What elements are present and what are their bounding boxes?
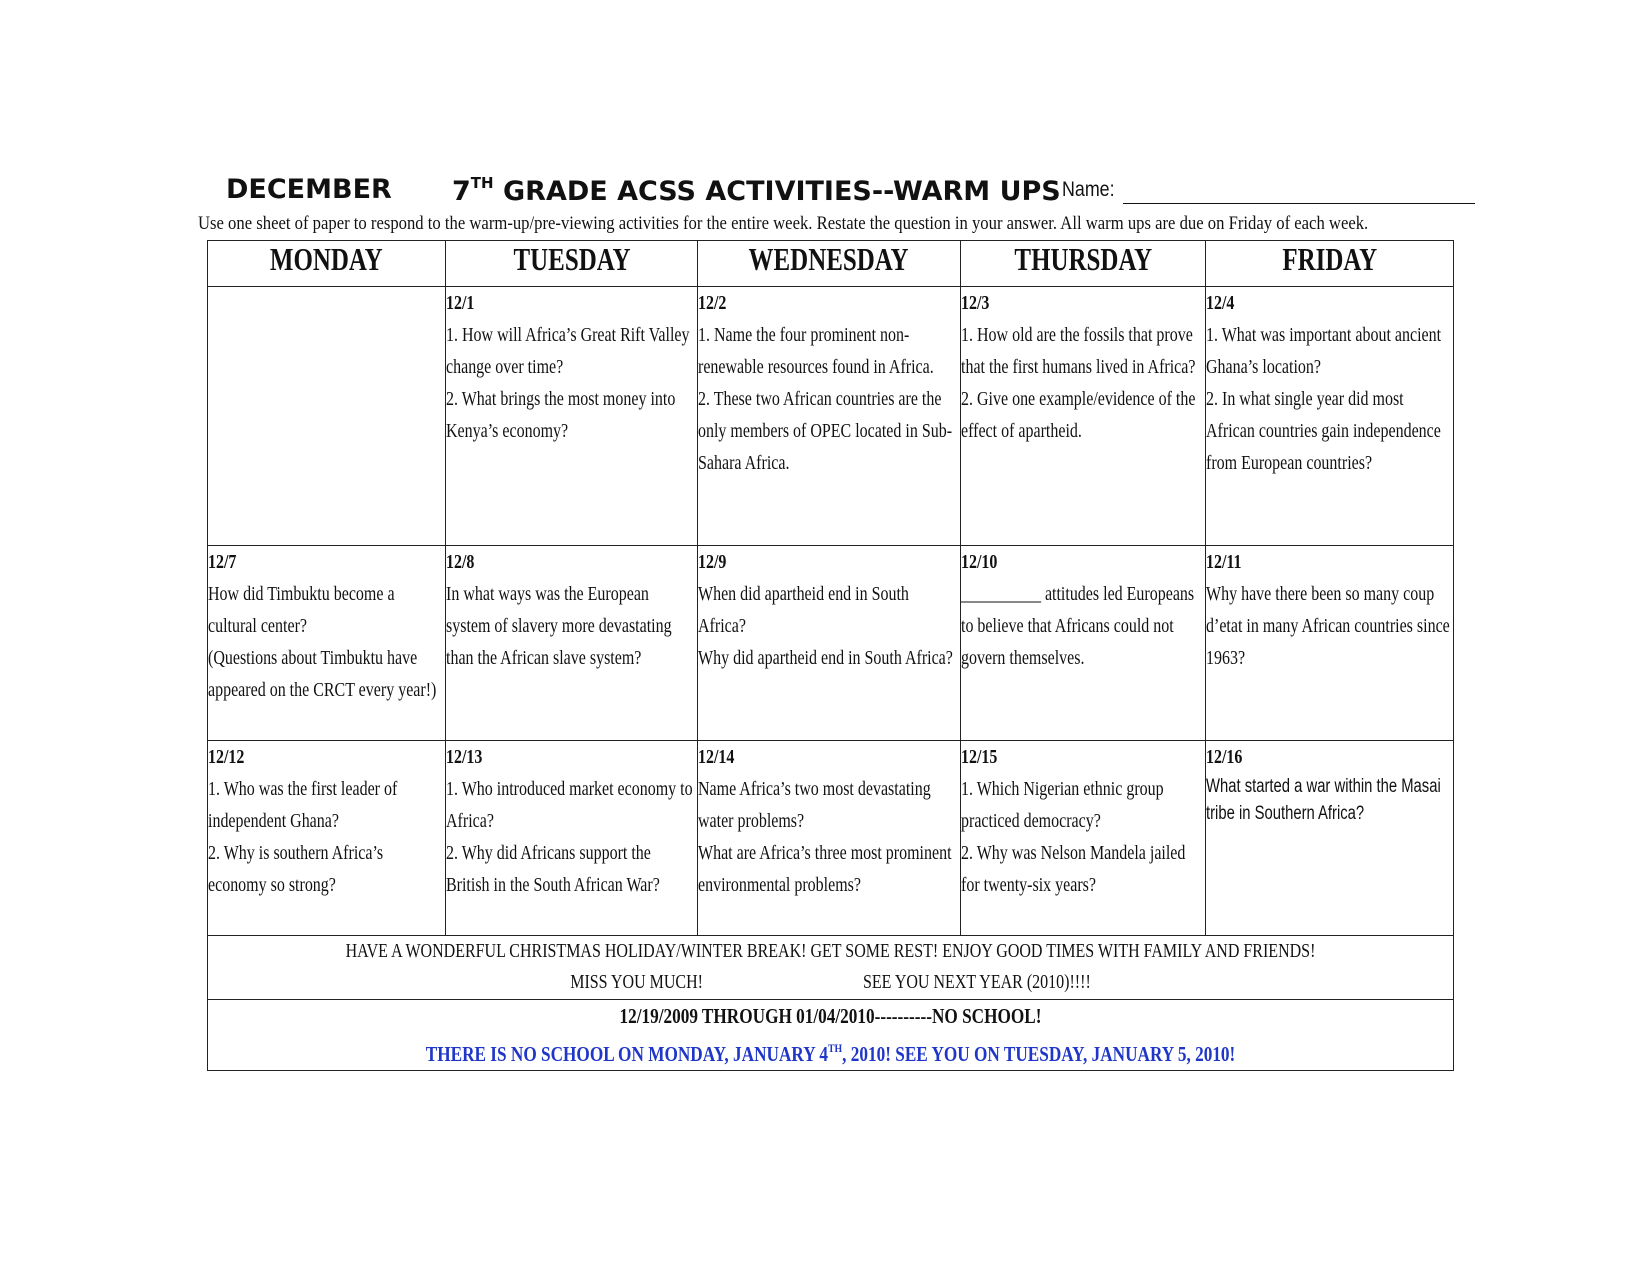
cell-question: How did Timbuktu become a cultural center? (Questions about Timbuktu have appeared on the CRCT every year!) — [208, 583, 437, 701]
cell-question: In what ways was the European system of slavery more devastating than the African slave system? — [446, 583, 672, 669]
day-header-row — [208, 241, 1454, 287]
name-label: Name: — [1062, 178, 1115, 201]
day-cell — [446, 287, 698, 546]
cell-date: 12/9 — [698, 551, 727, 573]
grade-number: 7 — [452, 176, 471, 207]
day-header-wednesday: WEDNESDAY — [698, 241, 961, 287]
cell-date: 12/3 — [961, 292, 990, 314]
cell-question: When did apartheid end in South Africa? Why did apartheid end in South Africa? — [698, 583, 953, 669]
day-cell — [208, 546, 446, 741]
week-row — [208, 741, 1454, 936]
cell-question: 1. Who was the first leader of independent Ghana? 2. Why is southern Africa’s economy so strong? — [208, 778, 398, 896]
return-notice: THERE IS NO SCHOOL ON MONDAY, JANUARY 4TH, 2010! SEE YOU ON TUESDAY, JANUARY 5, 2010! — [425, 1041, 1236, 1066]
day-cell — [1206, 287, 1454, 546]
cell-question: 1. What was important about ancient Ghana’s location? 2. In what single year did most African countries gain independence from European countries? — [1206, 324, 1442, 474]
day-cell — [698, 741, 961, 936]
day-cell — [446, 546, 698, 741]
cell-question: Why have there been so many coup d’etat in many African countries since 1963? — [1206, 583, 1450, 669]
week-row — [208, 287, 1454, 546]
miss-you-text: MISS YOU MUCH! — [570, 971, 703, 993]
title-row — [226, 174, 1476, 214]
cell-date: 12/16 — [1206, 746, 1243, 768]
day-cell — [961, 287, 1206, 546]
day-cell — [208, 287, 446, 546]
holiday-message — [208, 936, 1454, 1000]
day-cell — [1206, 546, 1454, 741]
day-cell — [1206, 741, 1454, 936]
cell-date: 12/15 — [961, 746, 998, 768]
day-cell — [446, 741, 698, 936]
day-header-tuesday: TUESDAY — [446, 241, 698, 287]
holiday-row — [208, 936, 1454, 1000]
cell-question: Name Africa’s two most devastating water problems? What are Africa’s three most prominent environmental problems? — [698, 778, 952, 896]
calendar-table — [207, 240, 1454, 1071]
cell-question: __________ attitudes led Europeans to believe that Africans could not govern themselves. — [961, 583, 1195, 669]
cell-date: 12/8 — [446, 551, 475, 573]
day-header-thursday: THURSDAY — [961, 241, 1206, 287]
grade-suffix: TH — [470, 174, 494, 192]
holiday-line-2 — [333, 967, 1329, 998]
cell-date: 12/12 — [208, 746, 245, 768]
instructions: Use one sheet of paper to respond to the warm-up/pre-viewing activities for the entire week. Restate the question in your answer. All warm ups are due on Friday of each week. — [198, 214, 1369, 234]
cell-question: 1. Name the four prominent non-renewable resources found in Africa. 2. These two African countries are the only members of OPEC located in Sub-Sahara Africa. — [698, 324, 953, 474]
cell-question: What started a war within the Masai tribe in Southern Africa? — [1206, 776, 1441, 824]
worksheet-title — [452, 174, 1061, 207]
day-cell — [961, 741, 1206, 936]
cell-question: 1. Which Nigerian ethnic group practiced democracy? 2. Why was Nelson Mandela jailed for twenty-six years? — [961, 778, 1186, 896]
cell-question: 1. How will Africa’s Great Rift Valley change over time? 2. What brings the most money into Kenya’s economy? — [446, 324, 690, 442]
day-cell — [208, 741, 446, 936]
cell-date: 12/10 — [961, 551, 998, 573]
month-title: DECEMBER — [226, 174, 392, 205]
no-school-row — [208, 1000, 1454, 1071]
cell-date: 12/13 — [446, 746, 483, 768]
day-cell — [698, 546, 961, 741]
title-rest: GRADE ACSS ACTIVITIES--WARM UPS — [493, 176, 1061, 207]
week-row — [208, 546, 1454, 741]
cell-question: 1. Who introduced market economy to Africa? 2. Why did Africans support the British in the South African War? — [446, 778, 693, 896]
day-cell — [698, 287, 961, 546]
cell-date: 12/14 — [698, 746, 735, 768]
cell-date: 12/7 — [208, 551, 237, 573]
cell-date: 12/1 — [446, 292, 475, 314]
holiday-line-1: HAVE A WONDERFUL CHRISTMAS HOLIDAY/WINTER BREAK! GET SOME REST! ENJOY GOOD TIMES WITH FAMILY AND FRIENDS! — [345, 940, 1316, 962]
no-school-dates: 12/19/2009 THROUGH 01/04/2010----------NO SCHOOL! — [619, 1004, 1042, 1028]
no-school-notice — [208, 1000, 1454, 1071]
name-blank-line[interactable] — [1123, 203, 1475, 204]
day-header-friday: FRIDAY — [1206, 241, 1454, 287]
cell-date: 12/4 — [1206, 292, 1235, 314]
see-you-text: SEE YOU NEXT YEAR (2010)!!!! — [862, 971, 1091, 993]
cell-question: 1. How old are the fossils that prove that the first humans lived in Africa? 2. Give one example/evidence of the effect of apartheid. — [961, 324, 1196, 442]
cell-date: 12/11 — [1206, 551, 1242, 573]
day-header-monday: MONDAY — [208, 241, 446, 287]
day-cell — [961, 546, 1206, 741]
cell-date: 12/2 — [698, 292, 727, 314]
